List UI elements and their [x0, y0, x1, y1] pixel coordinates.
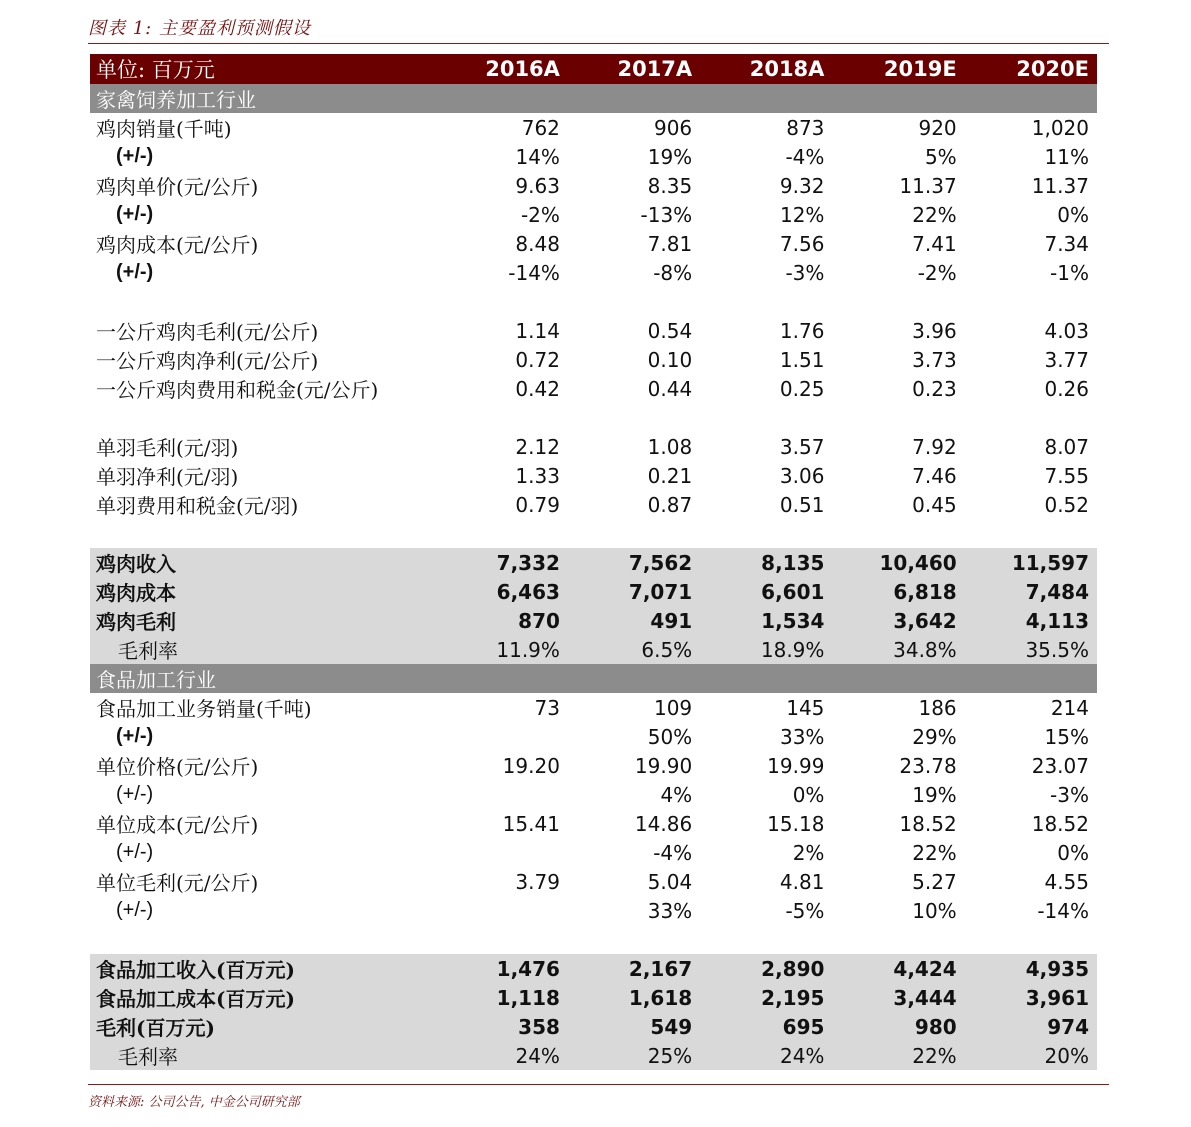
value-cell: 12% [779, 202, 825, 227]
value-cell: 1,618 [568, 983, 700, 1012]
value-cell: -3% [785, 260, 825, 285]
value-cell: 0% [1057, 202, 1089, 227]
table-row [90, 867, 1097, 896]
section-header-row [90, 84, 1097, 113]
value-cell: 0.45 [912, 492, 957, 517]
value-cell: -4% [653, 840, 693, 865]
value-cell: 50% [647, 724, 693, 749]
value-cell: 9.63 [515, 173, 560, 198]
value-cell: 18.9% [700, 635, 832, 664]
value-cell: 2.12 [515, 434, 560, 459]
value-cell: 7,484 [965, 577, 1097, 606]
value-cell: 11,597 [965, 548, 1097, 577]
value-cell: -1% [1050, 260, 1089, 285]
table-row [90, 345, 1097, 374]
value-cell: 7,332 [436, 548, 568, 577]
value-cell: 11% [1044, 144, 1089, 169]
table-row [90, 229, 1097, 258]
value-cell: 0.52 [1044, 492, 1089, 517]
row-label: 鸡肉单价(元/公斤) [96, 175, 259, 199]
row-label: 一公斤鸡肉净利(元/公斤) [96, 349, 319, 373]
value-cell: 2,167 [568, 954, 700, 983]
year-header: 2020E [965, 54, 1097, 84]
spacer-row [90, 925, 1097, 954]
row-label: 鸡肉销量(千吨) [96, 117, 232, 141]
table-row [90, 896, 1097, 925]
value-cell: 6.5% [568, 635, 700, 664]
value-cell: 3.57 [779, 434, 825, 459]
value-cell: 0.79 [515, 492, 560, 517]
value-cell: 19% [912, 782, 957, 807]
value-cell: 4,935 [965, 954, 1097, 983]
spacer-row [90, 519, 1097, 548]
top-divider [88, 43, 1109, 44]
value-cell [436, 896, 568, 925]
row-label: 毛利率 [90, 635, 436, 664]
value-cell: 1.76 [779, 318, 825, 343]
row-label: 一公斤鸡肉费用和税金(元/公斤) [96, 378, 379, 402]
row-label: 单位价格(元/公斤) [96, 755, 259, 779]
value-cell: 29% [912, 724, 957, 749]
row-label: (+/-) [116, 203, 154, 225]
value-cell: 2,195 [700, 983, 832, 1012]
table-body [90, 84, 1097, 1070]
value-cell: 0.42 [515, 376, 560, 401]
value-cell: 4% [660, 782, 693, 807]
value-cell: 109 [653, 695, 693, 720]
value-cell: 23.07 [1031, 753, 1089, 778]
bottom-divider [88, 1084, 1109, 1085]
row-label: (+/-) [116, 783, 154, 805]
row-label: (+/-) [116, 145, 154, 167]
value-cell: 7.56 [779, 231, 825, 256]
value-cell: 10,460 [832, 548, 964, 577]
value-cell: 3.06 [779, 463, 825, 488]
value-cell [436, 838, 568, 867]
value-cell: 18.52 [899, 811, 957, 836]
value-cell: 5.27 [912, 869, 957, 894]
value-cell: 0% [792, 782, 825, 807]
value-cell: 7.55 [1044, 463, 1089, 488]
value-cell: 549 [568, 1012, 700, 1041]
value-cell: 870 [436, 606, 568, 635]
value-cell: 4,424 [832, 954, 964, 983]
spacer-cell [90, 519, 1097, 548]
value-cell: -8% [653, 260, 693, 285]
source-note: 资料来源: 公司公告, 中金公司研究部 [88, 1095, 300, 1110]
value-cell: 0.87 [647, 492, 693, 517]
value-cell: 4.03 [1044, 318, 1089, 343]
value-cell: 7.92 [912, 434, 957, 459]
value-cell: 3.96 [912, 318, 957, 343]
table-row [90, 113, 1097, 142]
value-cell: 1.33 [515, 463, 560, 488]
row-label: (+/-) [116, 725, 154, 747]
table-row [90, 809, 1097, 838]
value-cell: -3% [1050, 782, 1089, 807]
table-row [90, 635, 1097, 664]
row-label: (+/-) [116, 899, 154, 921]
year-header: 2017A [568, 54, 700, 84]
row-label: 一公斤鸡肉毛利(元/公斤) [96, 320, 319, 344]
table-row [90, 722, 1097, 751]
value-cell: 358 [436, 1012, 568, 1041]
value-cell: 2,890 [700, 954, 832, 983]
row-label: 单位成本(元/公斤) [96, 813, 259, 837]
assumptions-table [90, 54, 1097, 1070]
value-cell: 8,135 [700, 548, 832, 577]
value-cell: 11.9% [436, 635, 568, 664]
table-row [90, 780, 1097, 809]
row-label: 鸡肉收入 [90, 548, 436, 577]
row-label: 单羽净利(元/羽) [96, 465, 239, 489]
value-cell: 3,444 [832, 983, 964, 1012]
value-cell: -2% [520, 202, 560, 227]
row-label: 食品加工业务销量(千吨) [96, 697, 312, 721]
value-cell: 7.81 [647, 231, 693, 256]
value-cell: 0.72 [515, 347, 560, 372]
table-row [90, 316, 1097, 345]
value-cell: 23.78 [899, 753, 957, 778]
table-row [90, 461, 1097, 490]
value-cell: 1.14 [515, 318, 560, 343]
value-cell: 14.86 [634, 811, 693, 836]
value-cell: 11.37 [1031, 173, 1089, 198]
value-cell: 11.37 [899, 173, 957, 198]
value-cell: 33% [779, 724, 825, 749]
value-cell: 0.44 [647, 376, 693, 401]
value-cell: 186 [918, 695, 957, 720]
table-row [90, 548, 1097, 577]
value-cell: 22% [912, 202, 957, 227]
value-cell: 33% [647, 898, 693, 923]
value-cell: 24% [700, 1041, 832, 1070]
spacer-cell [90, 403, 1097, 432]
row-label: 毛利率 [90, 1041, 436, 1070]
value-cell: 906 [653, 115, 693, 140]
row-label: 鸡肉成本(元/公斤) [96, 233, 259, 257]
value-cell: 4,113 [965, 606, 1097, 635]
value-cell: 5% [924, 144, 957, 169]
section-header-row [90, 664, 1097, 693]
value-cell: -13% [640, 202, 693, 227]
value-cell: 3,642 [832, 606, 964, 635]
value-cell: -2% [917, 260, 957, 285]
value-cell: 8.48 [515, 231, 560, 256]
value-cell: 73 [534, 695, 560, 720]
spacer-cell [90, 925, 1097, 954]
value-cell: 19.20 [502, 753, 560, 778]
value-cell: 14% [515, 144, 560, 169]
table-row [90, 200, 1097, 229]
value-cell: 0.10 [647, 347, 693, 372]
table-row [90, 258, 1097, 287]
section-title: 家禽饲养加工行业 [90, 84, 1097, 113]
spacer-row [90, 403, 1097, 432]
value-cell: 4.55 [1044, 869, 1089, 894]
value-cell: 920 [918, 115, 957, 140]
value-cell: 0% [1057, 840, 1089, 865]
figure-title: 图表 1: 主要盈利预测假设 [88, 18, 311, 39]
value-cell: 6,818 [832, 577, 964, 606]
section-title: 食品加工行业 [90, 664, 1097, 693]
value-cell: 1,534 [700, 606, 832, 635]
value-cell: 6,601 [700, 577, 832, 606]
table-row [90, 983, 1097, 1012]
value-cell: 22% [912, 840, 957, 865]
year-header: 2016A [436, 54, 568, 84]
value-cell: 24% [436, 1041, 568, 1070]
row-label: 鸡肉成本 [90, 577, 436, 606]
value-cell: 7,071 [568, 577, 700, 606]
value-cell: 35.5% [965, 635, 1097, 664]
table-row [90, 171, 1097, 200]
value-cell: 7.41 [912, 231, 957, 256]
row-label: 毛利(百万元) [90, 1012, 436, 1041]
table-row [90, 954, 1097, 983]
row-label: 单位毛利(元/公斤) [96, 871, 259, 895]
value-cell: 5.04 [647, 869, 693, 894]
table-row [90, 432, 1097, 461]
year-header: 2019E [832, 54, 964, 84]
value-cell: 873 [786, 115, 825, 140]
value-cell: 0.51 [779, 492, 825, 517]
value-cell: 0.26 [1044, 376, 1089, 401]
table-row [90, 1041, 1097, 1070]
value-cell: 0.21 [647, 463, 693, 488]
value-cell: 1,476 [436, 954, 568, 983]
value-cell: 7.34 [1044, 231, 1089, 256]
value-cell: 1.08 [647, 434, 693, 459]
value-cell: -4% [785, 144, 825, 169]
value-cell: 19.99 [767, 753, 825, 778]
value-cell: 3,961 [965, 983, 1097, 1012]
table-header-row [90, 54, 1097, 84]
value-cell: -14% [1037, 898, 1089, 923]
value-cell [436, 722, 568, 751]
value-cell: 18.52 [1031, 811, 1089, 836]
value-cell: 9.32 [779, 173, 825, 198]
table-row [90, 838, 1097, 867]
table-row [90, 751, 1097, 780]
value-cell: -5% [785, 898, 825, 923]
row-label: 鸡肉毛利 [90, 606, 436, 635]
table-row [90, 606, 1097, 635]
value-cell: 3.73 [912, 347, 957, 372]
value-cell: 974 [965, 1012, 1097, 1041]
value-cell: 15% [1044, 724, 1089, 749]
table-row [90, 693, 1097, 722]
value-cell: 7,562 [568, 548, 700, 577]
value-cell: 145 [786, 695, 825, 720]
value-cell: 22% [832, 1041, 964, 1070]
value-cell: 1,020 [1031, 115, 1089, 140]
value-cell: 1.51 [779, 347, 825, 372]
value-cell: 8.07 [1044, 434, 1089, 459]
value-cell: 1,118 [436, 983, 568, 1012]
value-cell: 0.23 [912, 376, 957, 401]
value-cell: 15.18 [767, 811, 825, 836]
table-row [90, 490, 1097, 519]
row-label: (+/-) [116, 841, 154, 863]
table-row [90, 374, 1097, 403]
spacer-cell [90, 287, 1097, 316]
value-cell: 980 [832, 1012, 964, 1041]
value-cell: 8.35 [647, 173, 693, 198]
row-label: (+/-) [116, 261, 154, 283]
value-cell: 19% [647, 144, 693, 169]
value-cell [436, 780, 568, 809]
row-label: 食品加工收入(百万元) [90, 954, 436, 983]
row-label: 单羽毛利(元/羽) [96, 436, 239, 460]
value-cell: -14% [508, 260, 560, 285]
table-row [90, 577, 1097, 606]
value-cell: 0.25 [779, 376, 825, 401]
value-cell: 762 [521, 115, 560, 140]
value-cell: 214 [1050, 695, 1089, 720]
year-header: 2018A [700, 54, 832, 84]
value-cell: 491 [568, 606, 700, 635]
value-cell: 6,463 [436, 577, 568, 606]
table-row [90, 1012, 1097, 1041]
spacer-row [90, 287, 1097, 316]
value-cell: 25% [568, 1041, 700, 1070]
value-cell: 10% [912, 898, 957, 923]
value-cell: 7.46 [912, 463, 957, 488]
value-cell: 2% [792, 840, 825, 865]
row-label: 单羽费用和税金(元/羽) [96, 494, 299, 518]
value-cell: 34.8% [832, 635, 964, 664]
value-cell: 695 [700, 1012, 832, 1041]
value-cell: 15.41 [502, 811, 560, 836]
value-cell: 4.81 [779, 869, 825, 894]
value-cell: 3.79 [515, 869, 560, 894]
unit-label: 单位: 百万元 [90, 54, 436, 84]
value-cell: 20% [965, 1041, 1097, 1070]
row-label: 食品加工成本(百万元) [90, 983, 436, 1012]
value-cell: 19.90 [634, 753, 693, 778]
table-row [90, 142, 1097, 171]
value-cell: 0.54 [647, 318, 693, 343]
value-cell: 3.77 [1044, 347, 1089, 372]
